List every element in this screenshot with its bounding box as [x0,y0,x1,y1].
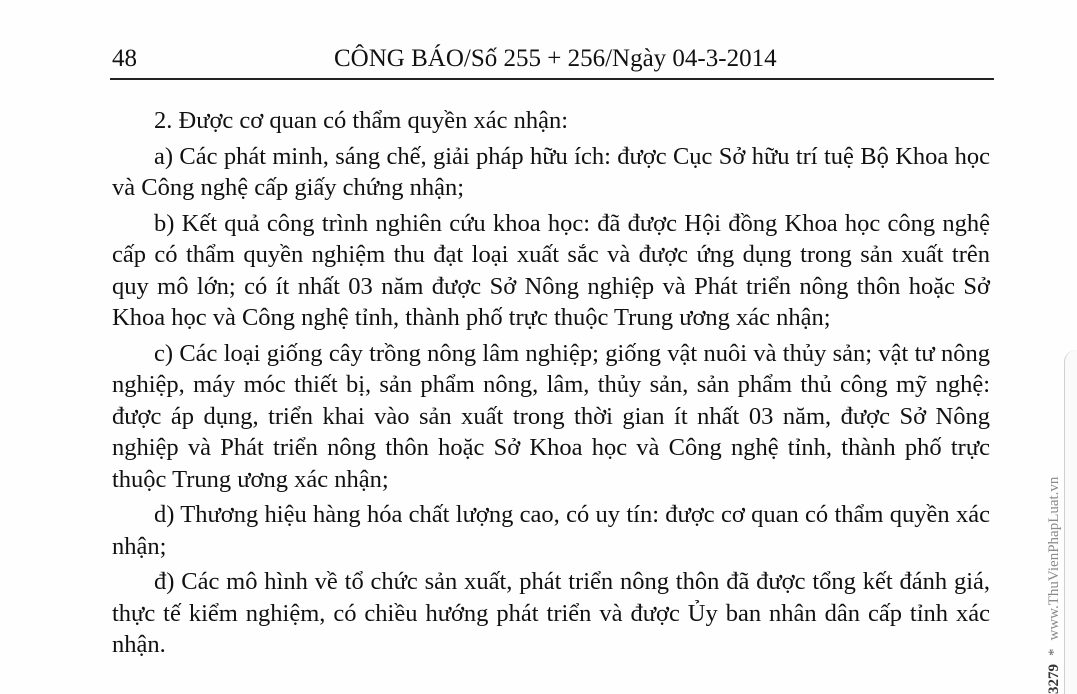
paragraph-item-d: d) Thương hiệu hàng hóa chất lượng cao, có uy tín: được cơ quan có thẩm quyền xác nhận; [112,501,990,560]
header-divider [110,78,994,80]
paragraph-item-c: c) Các loại giống cây trồng nông lâm nghiệp; giống vật nuôi và thủy sản; vật tư nông nghiệp, máy móc thiết bị, sản phẩm nông, lâm, thủy sản, sản phẩm thủ công mỹ nghệ: được áp dụng, triển khai vào sản xuất trong thời gian ít nhất 03 năm, được Sở Nông nghiệp và Phát triển nông thôn hoặc Sở Khoa học và Công nghệ tỉnh, thành phố trực thuộc Trung ương xác nhận; [112,339,990,493]
page-edge-tab [1064,350,1077,694]
page-header [112,44,992,74]
site-watermark [1045,477,1063,694]
paragraph-section-2: 2. Được cơ quan có thẩm quyền xác nhận: [154,107,569,134]
watermark-star: * [1046,648,1062,656]
paragraph-item-b: b) Kết quả công trình nghiên cứu khoa học: đã được Hội đồng Khoa học công nghệ cấp có thẩm quyền nghiệm thu đạt loại xuất sắc và được ứng dụng trong sản xuất trên quy mô lớn; có ít nhất 03 năm được Sở Nông nghiệp và Phát triển nông thôn hoặc Sở Khoa học và Công nghệ tỉnh, thành phố trực thuộc Trung ương xác nhận; [112,209,990,331]
paragraph-item-a: a) Các phát minh, sáng chế, giải pháp hữu ích: được Cục Sở hữu trí tuệ Bộ Khoa học và Công nghệ cấp giấy chứng nhận; [112,142,990,201]
watermark-code: 3279 [1046,664,1062,694]
gazette-header-title: CÔNG BÁO/Số 255 + 256/Ngày 04-3-2014 [334,45,777,72]
page-number: 48 [112,45,137,72]
watermark-site: www.ThuVienPhapLuat.vn [1046,476,1062,641]
paragraph-item-dd: đ) Các mô hình về tổ chức sản xuất, phát triển nông thôn đã được tổng kết đánh giá, thực tế kiểm nghiệm, có chiều hướng phát triển và được Ủy ban nhân dân cấp tỉnh xác nhận. [112,568,990,658]
document-body [112,105,990,661]
